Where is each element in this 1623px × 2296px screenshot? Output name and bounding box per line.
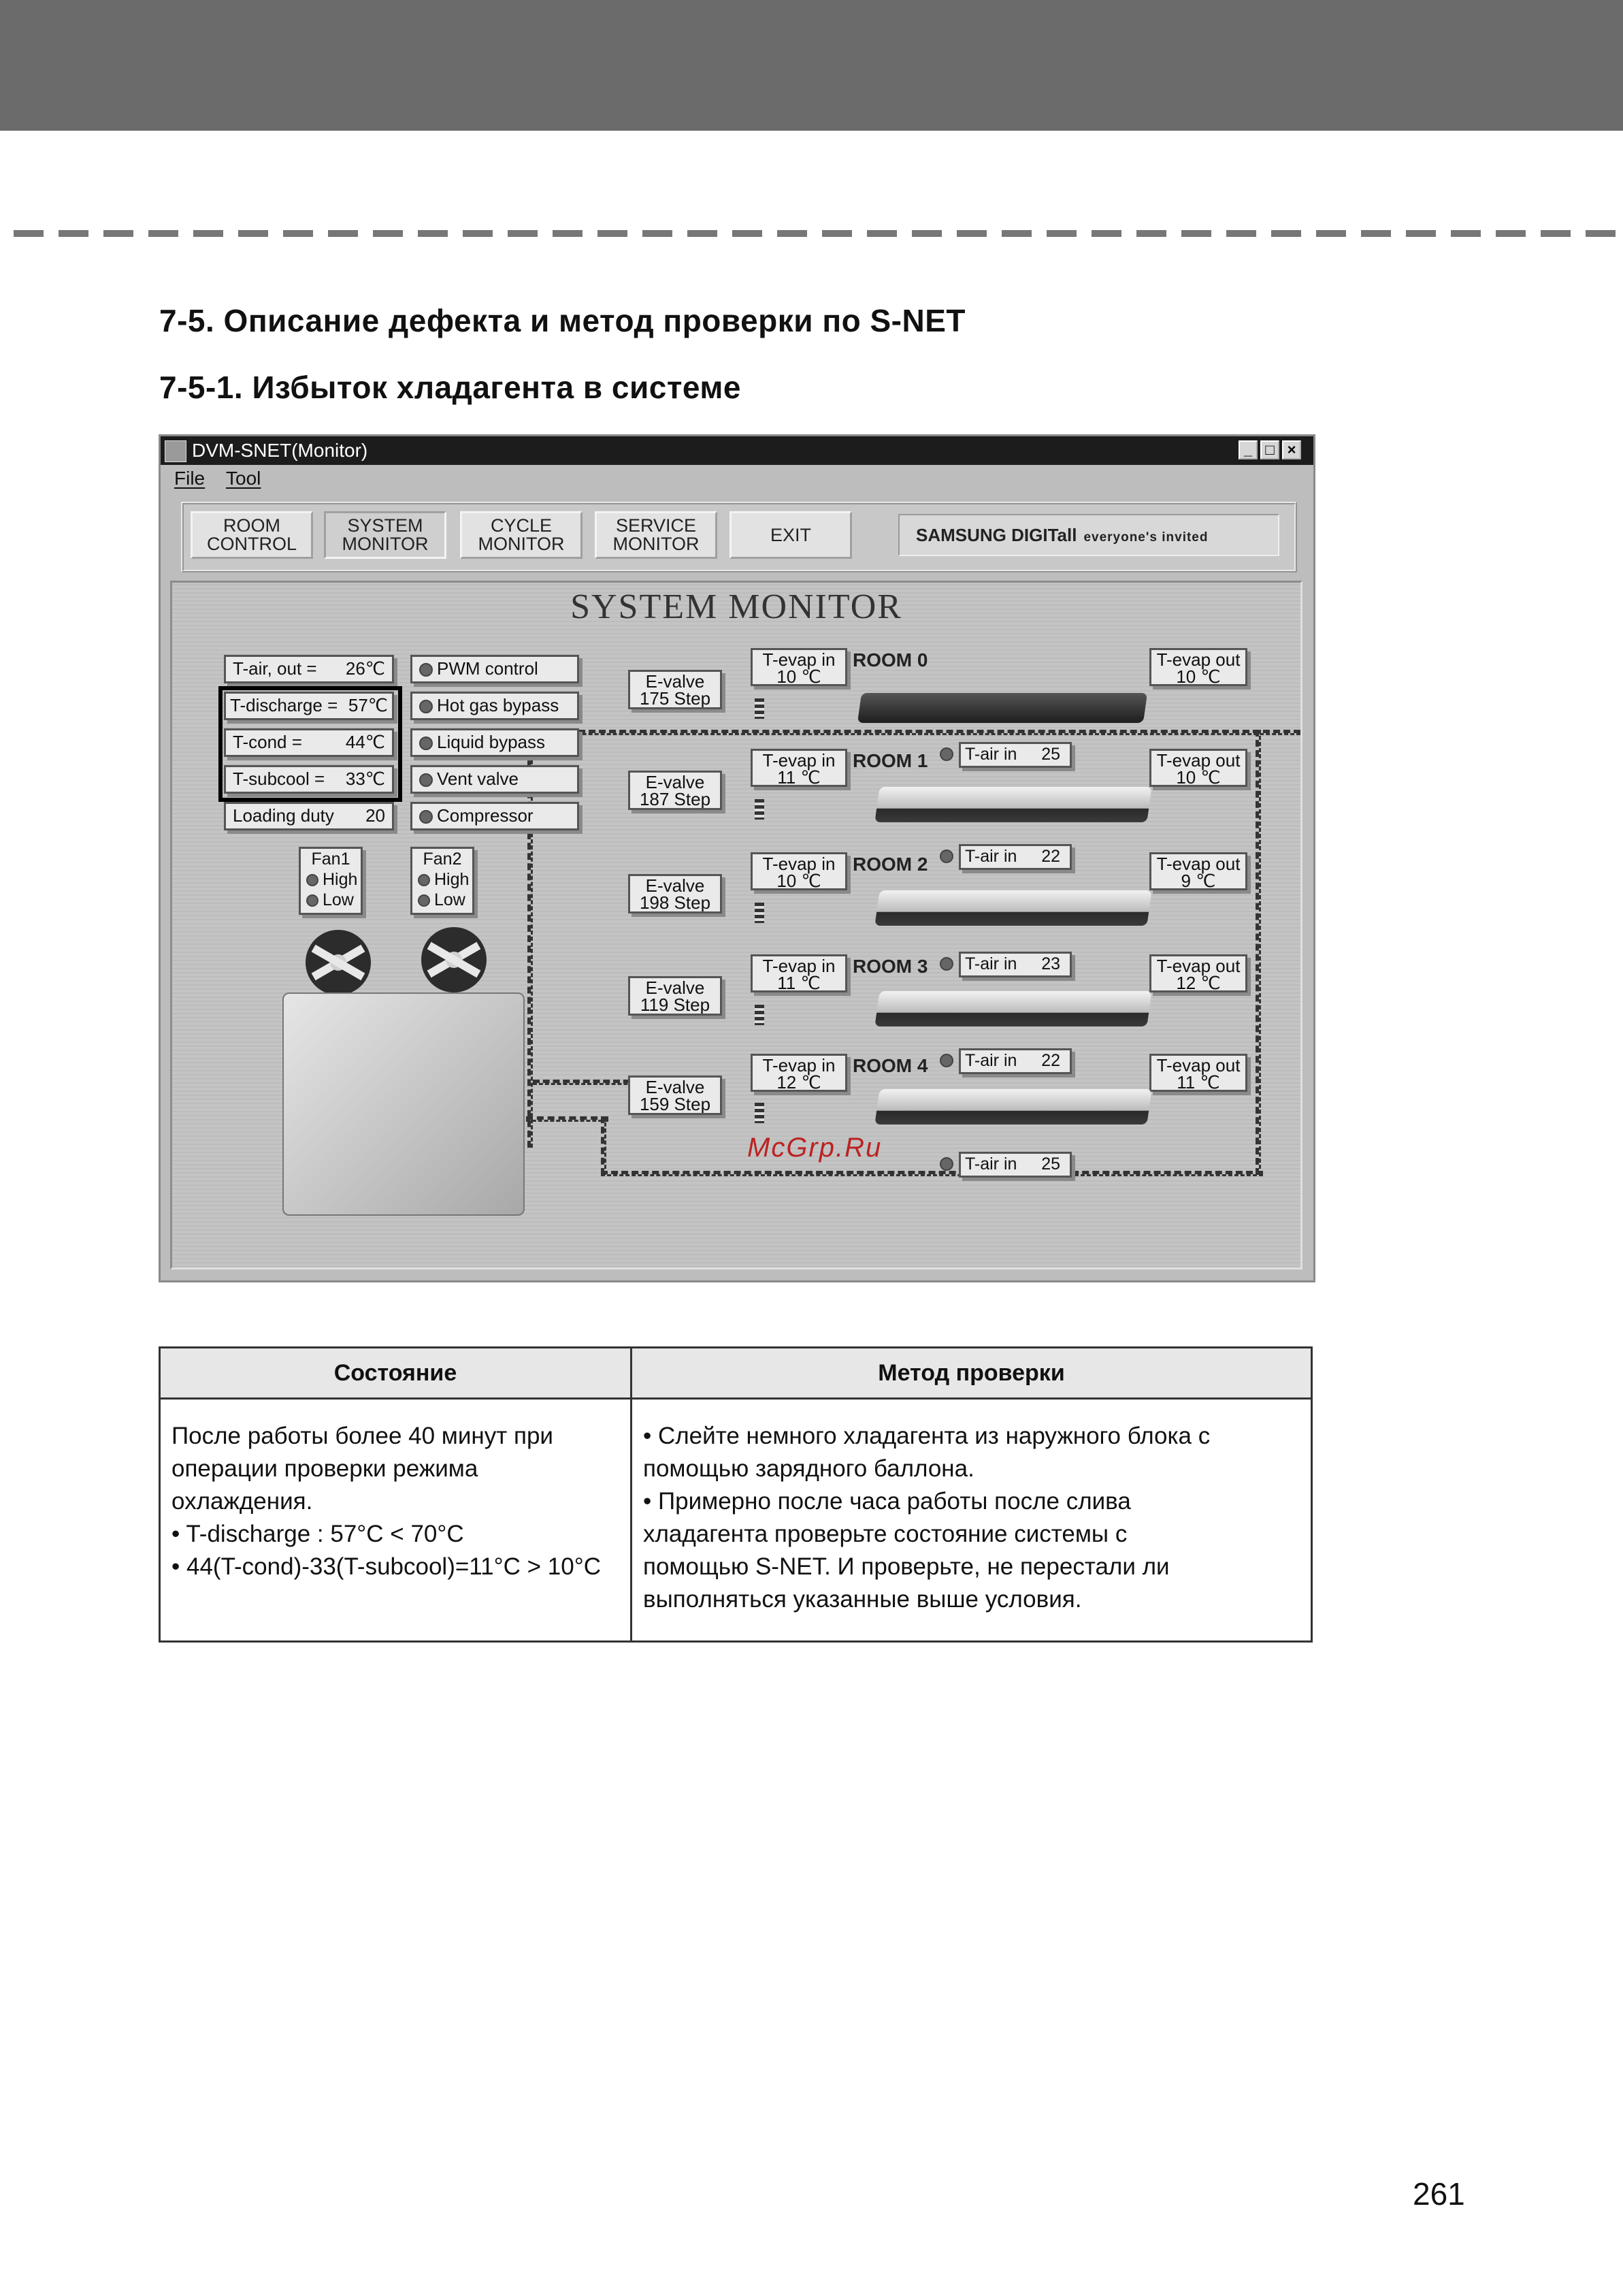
indicator-lamp-icon: [940, 1054, 953, 1067]
room-label: ROOM 4: [853, 1055, 928, 1076]
fan-icon: [306, 930, 371, 995]
indicator-lamp-icon: [419, 663, 433, 677]
t-air-in-box: T-air in 25: [959, 742, 1072, 768]
fan1-panel: Fan1 High Low: [299, 847, 363, 915]
menu-tool[interactable]: Tool: [226, 468, 261, 489]
t-evap-in-box: T-evap in 10 ℃: [751, 648, 847, 686]
app-icon: [165, 440, 186, 462]
diagnosis-table: [159, 1346, 1313, 1643]
e-valve-box: E-valve 187 Step: [628, 771, 722, 810]
room-label: ROOM 2: [853, 854, 928, 875]
panel-title: SYSTEM MONITOR: [570, 587, 902, 626]
loading-duty-field: Loading duty 20: [224, 802, 394, 830]
subsection-heading: 7-5-1. Избыток хладагента в системе: [159, 370, 741, 405]
pwm-control-indicator: PWM control: [410, 655, 579, 683]
fan-icon: [421, 927, 487, 992]
page-number: 261: [1413, 2176, 1465, 2212]
samsung-logo: SAMSUNG DIGITall everyone's invited: [898, 514, 1279, 556]
room-label: ROOM 0: [853, 649, 928, 670]
pipe-line: [601, 1116, 606, 1175]
valve-icon: [755, 799, 764, 820]
indicator-lamp-icon: [940, 850, 953, 863]
indicator-lamp-icon: [940, 747, 953, 761]
indoor-unit-image: [874, 1089, 1151, 1125]
e-valve-box: E-valve 198 Step: [628, 874, 722, 913]
indoor-unit-image: [857, 693, 1147, 723]
fan2-panel: Fan2 High Low: [410, 847, 474, 915]
valve-icon: [755, 903, 764, 923]
cycle-monitor-button[interactable]: CYCLE MONITOR: [460, 511, 583, 559]
indicator-lamp-icon: [418, 874, 430, 886]
e-valve-box: E-valve 119 Step: [628, 976, 722, 1016]
t-evap-out-box: T-evap out 11 ℃: [1149, 1054, 1247, 1092]
indicator-lamp-icon: [306, 874, 318, 886]
valve-icon: [755, 1103, 764, 1123]
t-discharge-field: T-discharge = 57℃: [224, 692, 394, 720]
t-evap-in-box: T-evap in 10 ℃: [751, 852, 847, 890]
menu-file[interactable]: File: [174, 468, 206, 489]
liquid-bypass-indicator: Liquid bypass: [410, 728, 579, 757]
window-title: DVM-SNET(Monitor): [192, 440, 368, 461]
indicator-lamp-icon: [306, 894, 318, 907]
hot-gas-bypass-indicator: Hot gas bypass: [410, 692, 579, 720]
table-header-method: Метод проверки: [632, 1348, 1312, 1399]
method-cell: • Слейте немного хладагента из наружного блока с помощью зарядного баллона. • Примерно после часа работы после слива хладагента проверьте состояние системы с помощью S-NET. И проверьте, не перестали ли выполняться указанные выше условия.: [632, 1399, 1312, 1642]
maximize-icon[interactable]: □: [1260, 440, 1279, 459]
e-valve-box: E-valve 175 Step: [628, 670, 722, 709]
e-valve-box: E-valve 159 Step: [628, 1076, 722, 1115]
indicator-lamp-icon: [419, 810, 433, 824]
outdoor-unit-image: [282, 992, 525, 1216]
snet-monitor-window: [159, 434, 1315, 1282]
indoor-unit-image: [874, 890, 1151, 926]
dashed-divider: [14, 230, 1623, 237]
header-band: [0, 0, 1623, 131]
indicator-lamp-icon: [419, 700, 433, 713]
valve-icon: [755, 1005, 764, 1025]
t-evap-out-box: T-evap out 12 ℃: [1149, 954, 1247, 992]
indicator-lamp-icon: [419, 773, 433, 787]
t-air-out-field: T-air, out = 26℃: [224, 655, 394, 683]
pipe-line: [527, 730, 1300, 735]
t-air-in-box: T-air in 23: [959, 952, 1072, 977]
condition-cell: После работы более 40 минут при операции проверки режима охлаждения. • T-discharge : 57°C < 70°C • 44(T-cond)-33(T-subcool)=11°C > 10°C: [160, 1399, 632, 1642]
indicator-lamp-icon: [418, 894, 430, 907]
compressor-indicator: Compressor: [410, 802, 579, 830]
t-evap-in-box: T-evap in 11 ℃: [751, 954, 847, 992]
t-evap-out-box: T-evap out 10 ℃: [1149, 648, 1247, 686]
toolbar: [181, 502, 1297, 572]
indoor-unit-image: [874, 991, 1151, 1026]
pipe-line: [1256, 730, 1261, 1175]
vent-valve-indicator: Vent valve: [410, 765, 579, 794]
t-subcool-field: T-subcool = 33℃: [224, 765, 394, 794]
window-titlebar: [161, 436, 1313, 465]
pipe-line: [526, 1116, 608, 1122]
t-evap-in-box: T-evap in 11 ℃: [751, 749, 847, 787]
valve-icon: [755, 698, 764, 719]
menu-bar: [161, 465, 1313, 492]
section-heading: 7-5. Описание дефекта и метод проверки по S-NET: [159, 303, 966, 338]
indicator-lamp-icon: [940, 1157, 953, 1171]
t-evap-in-box: T-evap in 12 ℃: [751, 1054, 847, 1092]
t-evap-out-box: T-evap out 9 ℃: [1149, 852, 1247, 890]
service-monitor-button[interactable]: SERVICE MONITOR: [595, 511, 717, 559]
t-air-in-box: T-air in 22: [959, 1048, 1072, 1074]
t-air-in-box: T-air in 22: [959, 844, 1072, 870]
t-cond-field: T-cond = 44℃: [224, 728, 394, 757]
exit-button[interactable]: EXIT: [729, 511, 852, 559]
pipe-line: [601, 1171, 1263, 1176]
system-monitor-panel: [170, 581, 1302, 1270]
indicator-lamp-icon: [419, 737, 433, 750]
table-header-condition: Состояние: [160, 1348, 632, 1399]
t-air-in-box: T-air in 25: [959, 1152, 1072, 1178]
indicator-lamp-icon: [940, 957, 953, 971]
close-icon[interactable]: ×: [1282, 440, 1301, 459]
minimize-icon[interactable]: _: [1239, 440, 1258, 459]
room-label: ROOM 1: [853, 750, 928, 771]
t-evap-out-box: T-evap out 10 ℃: [1149, 749, 1247, 787]
room-label: ROOM 3: [853, 956, 928, 977]
indoor-unit-image: [874, 787, 1151, 822]
watermark: McGrp.Ru: [747, 1133, 883, 1163]
room-control-button[interactable]: ROOM CONTROL: [191, 511, 313, 559]
highlight-frame: [218, 686, 402, 802]
system-monitor-button[interactable]: SYSTEM MONITOR: [324, 511, 446, 559]
